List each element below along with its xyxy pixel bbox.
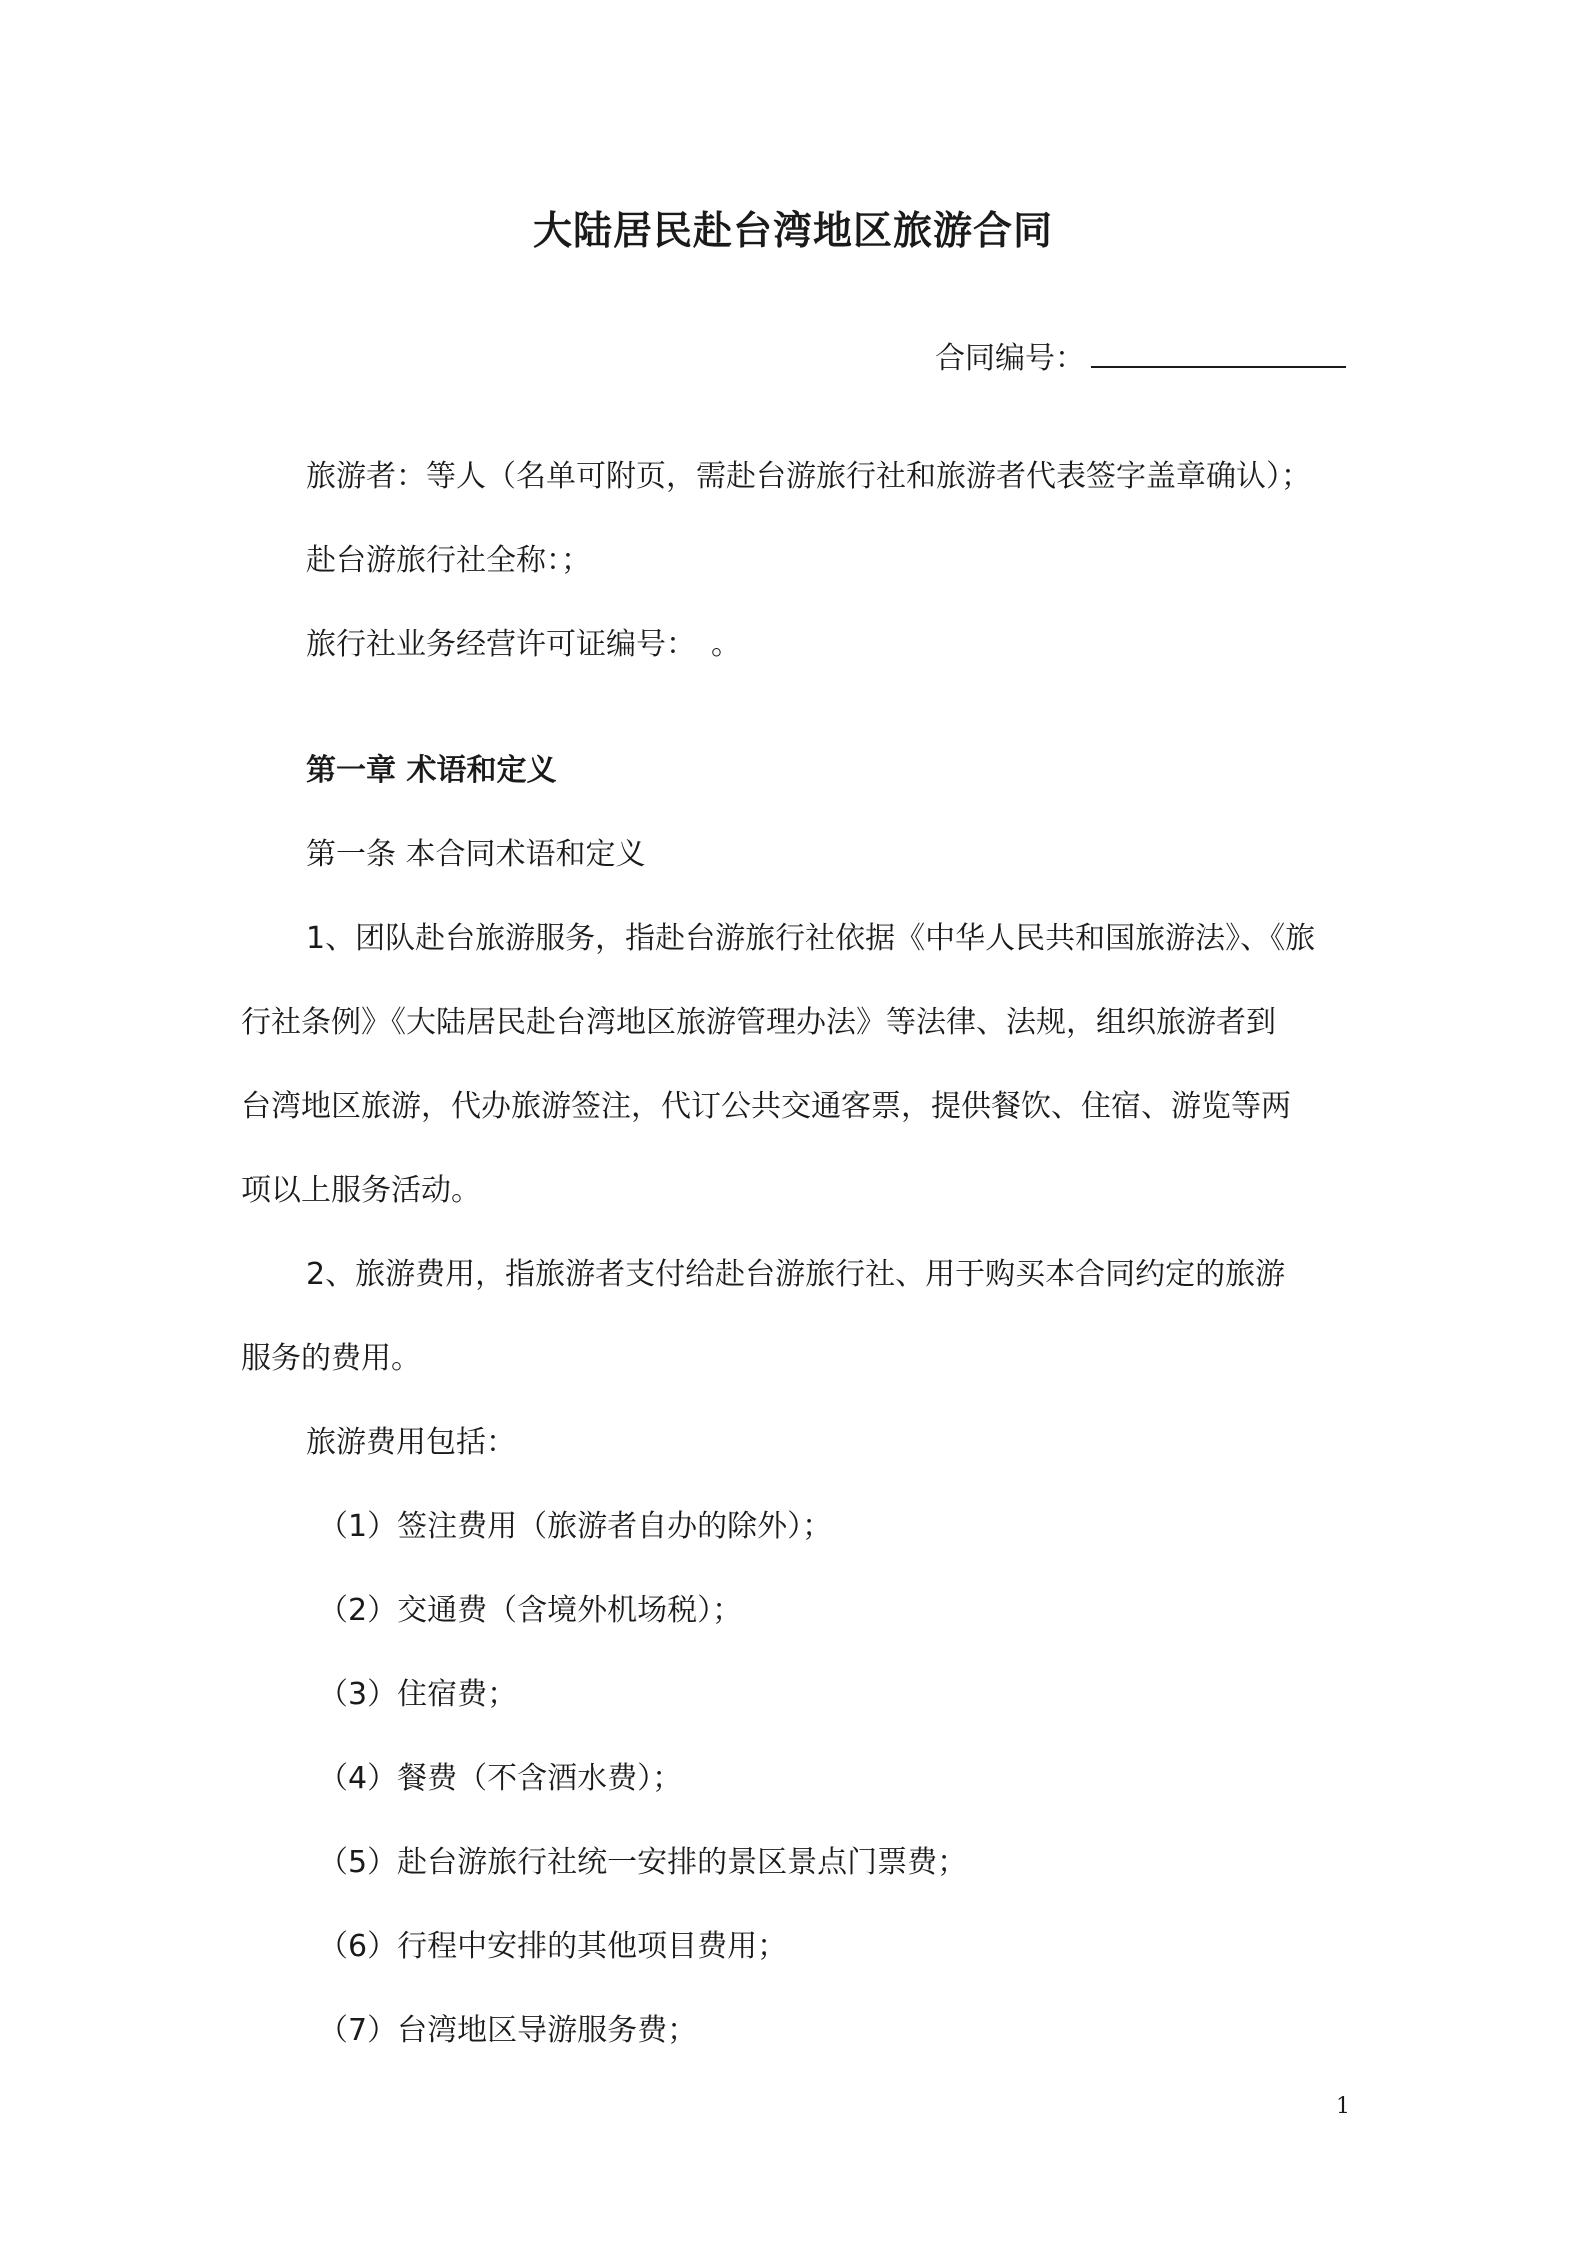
- fee-item: （3）住宿费；: [318, 1677, 518, 1712]
- fee-item: （5）赴台游旅行社统一安排的景区景点门票费；: [318, 1845, 968, 1880]
- fee-item: （4）餐费（不含酒水费）；: [318, 1761, 683, 1796]
- fee-item: （2）交通费（含境外机场税）；: [318, 1593, 743, 1628]
- contract-number-field: [935, 333, 1346, 377]
- agency-name-line: 赴台游旅行社全称：；: [306, 543, 591, 578]
- fee-item: （7）台湾地区导游服务费；: [318, 2013, 698, 2048]
- paragraph-2-line: 2、旅游费用，指旅游者支付给赴台游旅行社、用于购买本合同约定的旅游: [306, 1257, 1286, 1292]
- chapter-heading: 第一章 术语和定义: [306, 753, 557, 788]
- page-number: 1: [1336, 2094, 1350, 2119]
- contract-number-label: 合同编号：: [935, 341, 1085, 376]
- paragraph-1-line: 项以上服务活动。: [241, 1173, 481, 1208]
- tourist-line: 旅游者：等人（名单可附页，需赴台游旅行社和旅游者代表签字盖章确认）；: [306, 459, 1311, 494]
- article-heading: 第一条 本合同术语和定义: [306, 837, 646, 872]
- paragraph-1-line: 1、团队赴台旅游服务，指赴台游旅行社依据《中华人民共和国旅游法》、《旅: [306, 921, 1316, 956]
- fee-item: （6）行程中安排的其他项目费用；: [318, 1929, 788, 1964]
- fee-item: （1）签注费用（旅游者自办的除外）；: [318, 1509, 833, 1544]
- contract-number-blank: [1091, 340, 1346, 368]
- license-number-line: 旅行社业务经营许可证编号： 。: [306, 627, 741, 662]
- fee-intro: 旅游费用包括：: [306, 1425, 516, 1460]
- paragraph-1-line: 行社条例》《大陆居民赴台湾地区旅游管理办法》等法律、法规，组织旅游者到: [241, 1005, 1276, 1040]
- document-title: 大陆居民赴台湾地区旅游合同: [532, 209, 1053, 254]
- paragraph-2-line: 服务的费用。: [241, 1341, 421, 1376]
- paragraph-1-line: 台湾地区旅游，代办旅游签注，代订公共交通客票，提供餐饮、住宿、游览等两: [241, 1089, 1291, 1124]
